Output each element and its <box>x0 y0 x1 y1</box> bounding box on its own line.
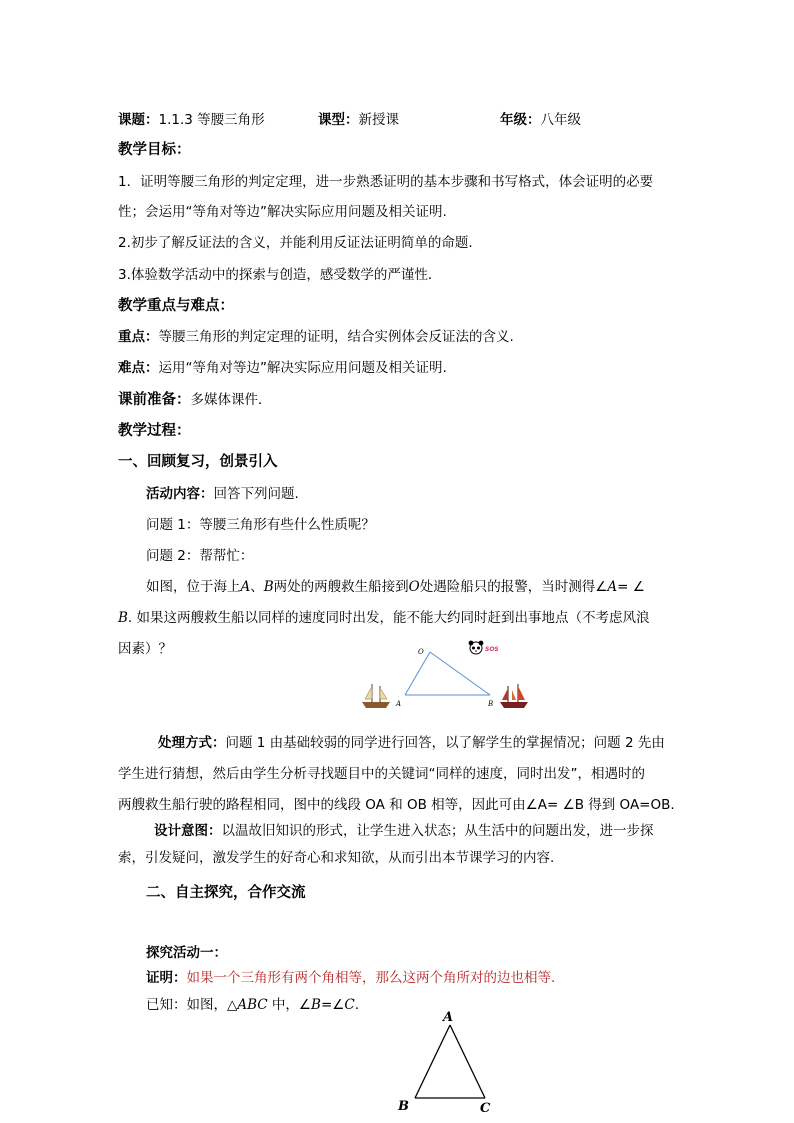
sailing-ship-icon <box>362 684 390 708</box>
preparation <box>118 390 272 410</box>
vertex-c-label: C <box>480 1101 491 1116</box>
side-ac <box>450 1025 485 1098</box>
label-a: A <box>396 700 402 708</box>
design-label: 设计意图： <box>154 823 222 839</box>
var-b: B <box>118 610 128 626</box>
sos-label: SOS <box>485 646 499 653</box>
problem-text: . 如果这两艘救生船以同样的速度同时出发，能不能大约同时赶到出事地点（不考虑风浪 <box>127 610 650 626</box>
proof-label: 证明： <box>146 970 187 986</box>
method-line-2: 学生进行猜想，然后由学生分析寻找题目中的关键词“同样的速度，同时出发”，相遇时的 <box>118 766 645 782</box>
type-label: 课型： <box>318 112 359 128</box>
problem-line-3: 因素）？ <box>118 641 172 657</box>
lesson-header <box>118 110 265 130</box>
activity-content <box>146 484 299 504</box>
key-point-text: 等腰三角形的判定定理的证明，结合实例体会反证法的含义. <box>158 329 514 345</box>
goal-2: 2.初步了解反证法的含义，并能利用反证法证明简单的命题. <box>118 235 473 251</box>
design-line-1 <box>154 821 654 841</box>
problem-line-2 <box>118 608 650 628</box>
problem-line-1 <box>146 577 645 597</box>
topic-value: 1.1.3 等腰三角形 <box>158 112 265 128</box>
explore-activity-label: 探究活动一： <box>146 945 227 961</box>
topic-label: 课题： <box>118 112 159 128</box>
difficult-point-text: 运用“等角对等边”解决实际应用问题及相关证明. <box>158 360 447 376</box>
var-a: A <box>240 579 251 595</box>
activity-content-text: 回答下列问题. <box>213 486 299 502</box>
problem-text: 两处的两艘救生船接到 <box>273 579 409 595</box>
goals-heading: 教学目标： <box>118 142 191 158</box>
var-c: C <box>344 997 355 1013</box>
problem-text: = ∠ <box>617 579 645 595</box>
method-label: 处理方式： <box>158 735 226 751</box>
method-line-3: 两艘救生船行驶的路程相同，图中的线段 OA 和 OB 相等，因此可由∠A= ∠B 得到 OA=OB. <box>118 797 675 813</box>
grade-value: 八年级 <box>540 112 581 128</box>
preparation-text: 多媒体课件． <box>190 392 272 408</box>
side-ab <box>415 1025 450 1098</box>
key-point <box>118 327 514 347</box>
rescue-ship-icon <box>500 684 528 708</box>
grade-label: 年级： <box>500 112 541 128</box>
method-line-1 <box>158 733 665 753</box>
design-line-2: 索，引发疑问，激发学生的好奇心和求知欲，从而引出本节课学习的内容. <box>118 850 555 866</box>
type-value: 新授课 <box>358 112 399 128</box>
var-o: O <box>408 579 420 595</box>
problem-text: 、 <box>250 579 264 595</box>
triangle-abc-figure <box>390 1005 510 1120</box>
question-2: 问题 2：帮帮忙： <box>146 548 254 564</box>
lesson-grade <box>500 110 581 130</box>
segment-ob <box>430 652 490 695</box>
segment-oa <box>405 652 430 695</box>
lesson-type <box>318 110 399 130</box>
proof-statement <box>146 968 555 988</box>
proof-text: 如果一个三角形有两个角相等，那么这两个角所对的边也相等. <box>186 970 556 986</box>
process-heading: 教学过程： <box>118 423 191 439</box>
goal-1-line-1: 1．证明等腰三角形的判定定理，进一步熟悉证明的基本步骤和书写格式，体会证明的必要 <box>118 174 654 190</box>
goal-3: 3.体验数学活动中的探索与创造，感受数学的严谨性． <box>118 267 442 283</box>
design-text: 以温故旧知识的形式，让学生进入状态；从生活中的问题出发，进一步探 <box>221 823 654 839</box>
var-abc: ABC <box>237 997 268 1013</box>
known-text: . <box>354 997 360 1013</box>
difficult-point <box>118 358 447 378</box>
vertex-a-label: A <box>443 1010 454 1025</box>
known-text: 已知：如图，△ <box>146 997 238 1013</box>
section-2-heading: 二、自主探究，合作交流 <box>146 885 306 901</box>
label-b: B <box>488 700 494 708</box>
known-condition <box>146 995 359 1015</box>
rescue-ships-figure <box>360 640 540 720</box>
known-text: =∠ <box>320 997 345 1013</box>
question-1: 问题 1：等腰三角形有些什么性质呢？ <box>146 517 375 533</box>
problem-text: 如图，位于海上 <box>146 579 241 595</box>
vertex-b-label: B <box>398 1099 409 1114</box>
var-b: B <box>263 579 274 595</box>
goal-1-line-2: 性；会运用“等角对等边”解决实际应用问题及相关证明. <box>118 204 447 220</box>
var-a: A <box>607 579 618 595</box>
var-b: B <box>311 997 321 1013</box>
method-text: 问题 1 由基础较弱的同学进行回答，以了解学生的掌握情况；问题 2 先由 <box>225 735 665 751</box>
preparation-label: 课前准备： <box>118 392 191 408</box>
section-1-heading: 一、回顾复习，创景引入 <box>118 454 278 470</box>
difficult-point-label: 难点： <box>118 360 159 376</box>
known-text: 中，∠ <box>267 997 312 1013</box>
problem-text: 处遇险船只的报警，当时测得∠ <box>419 579 608 595</box>
activity-content-label: 活动内容： <box>146 486 214 502</box>
panda-icon <box>469 641 484 654</box>
key-point-label: 重点： <box>118 329 159 345</box>
focus-heading: 教学重点与难点： <box>118 298 234 314</box>
label-o: O <box>418 648 424 656</box>
